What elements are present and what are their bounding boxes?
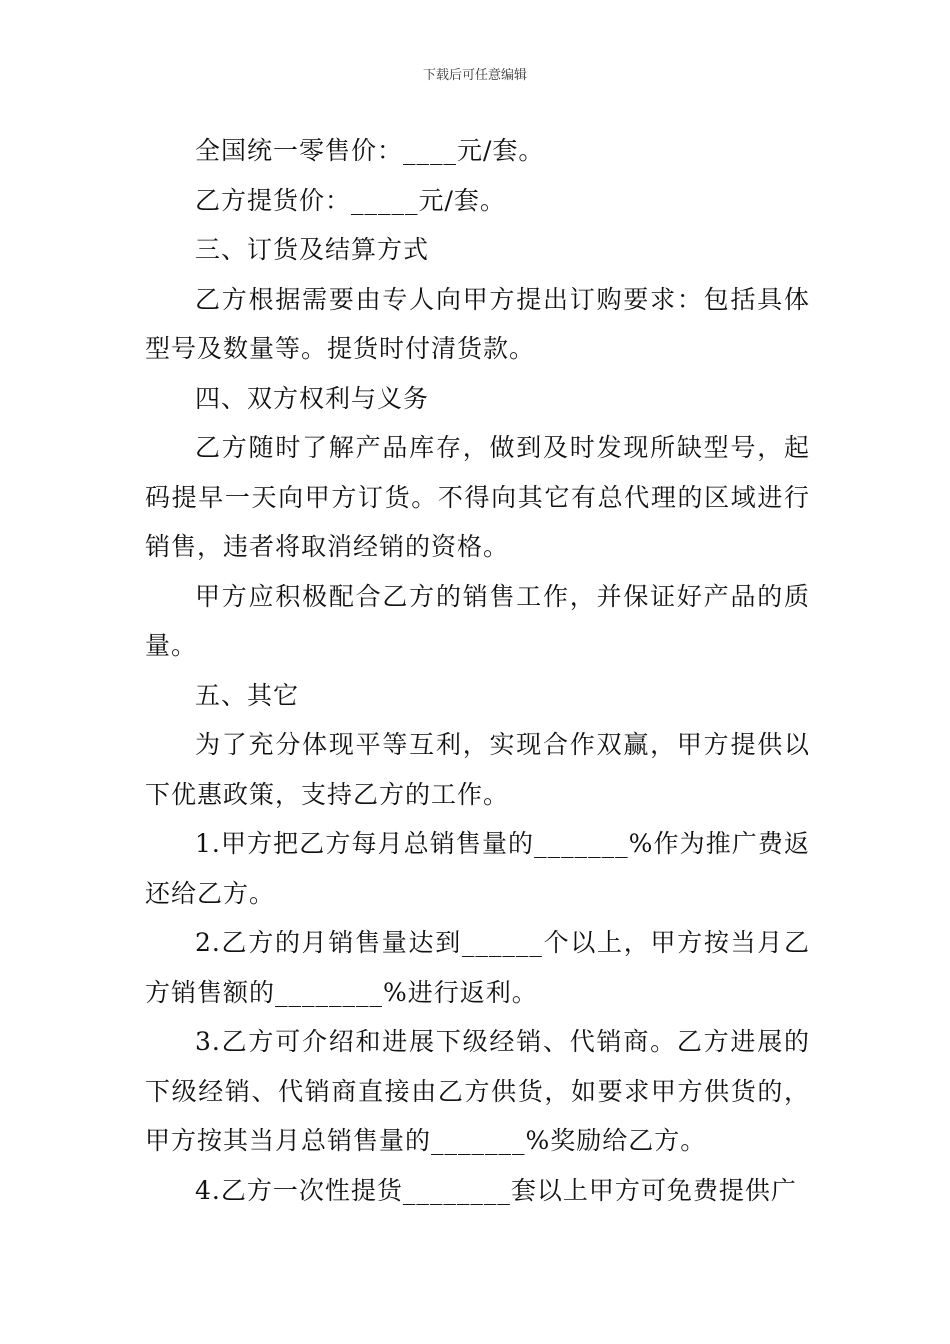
section-heading-ordering: 三、订货及结算方式 xyxy=(195,235,430,264)
paragraph-party-b-duties: 乙方随时了解产品库存，做到及时发现所缺型号，起码提早一天向甲方订货。不得向其它有总代理的区域进行销售，违者将取消经销的资格。 xyxy=(145,433,810,561)
list-item-4: 4.乙方一次性提货________套以上甲方可免费提供广 xyxy=(195,1175,797,1205)
section-heading-rights: 四、双方权利与义务 xyxy=(195,383,430,413)
paragraph-retail-price: 全国统一零售价：____元/套。 xyxy=(195,136,545,165)
section-heading-other: 五、其它 xyxy=(195,680,300,710)
paragraph-policy-intro: 为了充分体现平等互利，实现合作双赢，甲方提供以下优惠政策，支持乙方的工作。 xyxy=(145,730,810,809)
paragraph-ordering: 乙方根据需要由专人向甲方提出订购要求：包括具体型号及数量等。提货时付清货款。 xyxy=(145,284,810,363)
paragraph-party-a-duties: 甲方应积极配合乙方的销售工作，并保证好产品的质量。 xyxy=(145,581,810,660)
document-body xyxy=(145,126,810,1215)
list-item-3: 3.乙方可介绍和进展下级经销、代销商。乙方进展的下级经销、代销商直接由乙方供货，如要求甲方供货的，甲方按其当月总销售量的_______%奖励给乙方。 xyxy=(145,1027,810,1155)
list-item-2: 2.乙方的月销售量达到______个以上，甲方按当月乙方销售额的________%进行返利。 xyxy=(145,928,810,1007)
list-item-1: 1.甲方把乙方每月总销售量的_______%作为推广费返还给乙方。 xyxy=(145,829,810,908)
paragraph-pickup-price: 乙方提货价：_____元/套。 xyxy=(195,185,506,215)
page-header: 下载后可任意编辑 xyxy=(422,68,527,83)
